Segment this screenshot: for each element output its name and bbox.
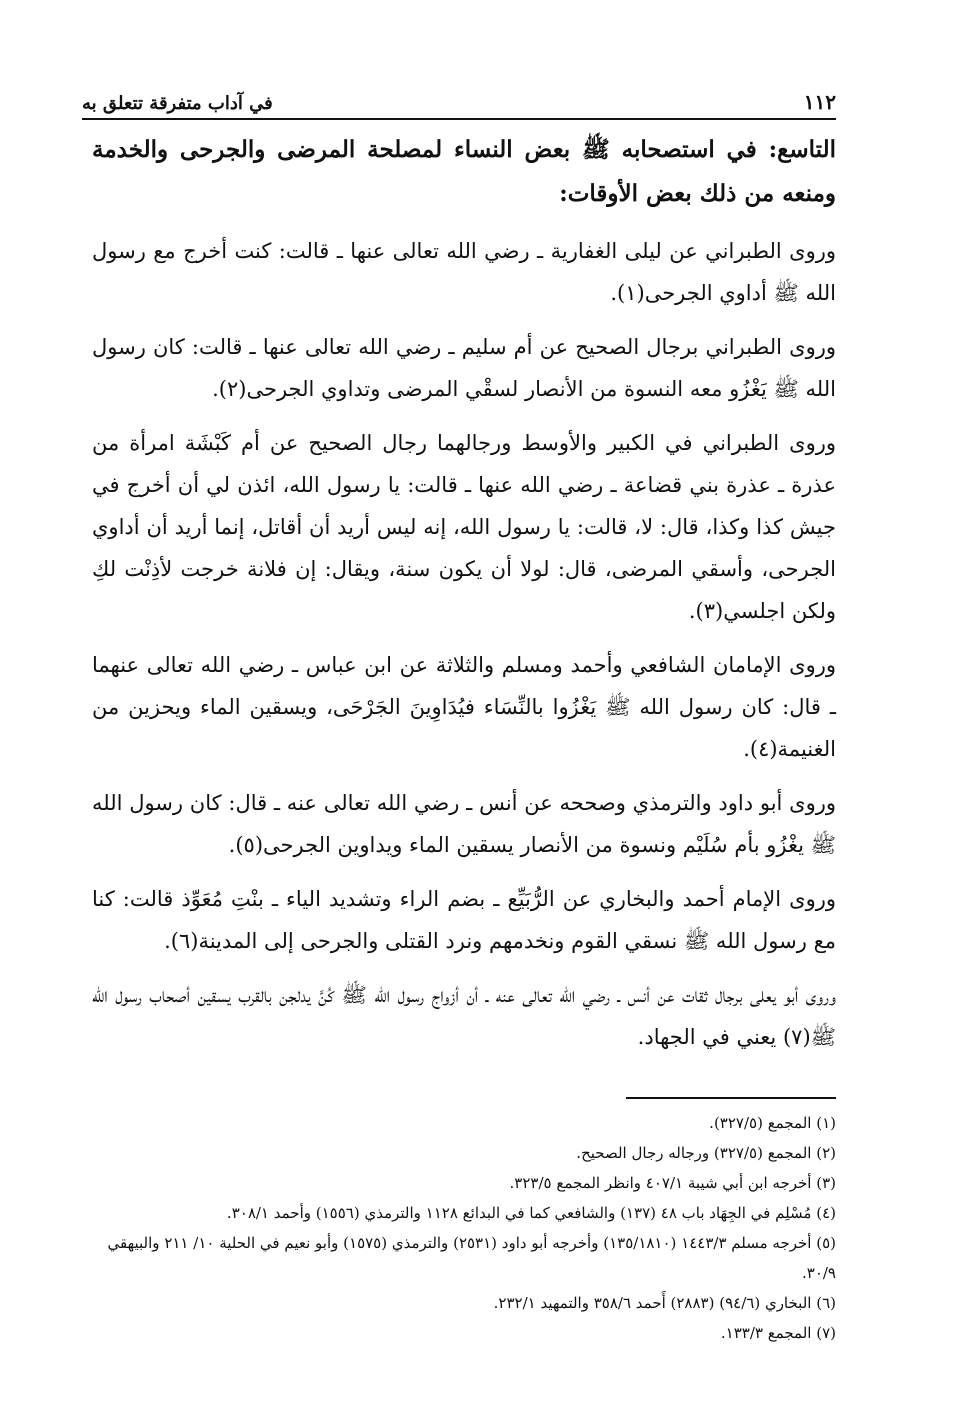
paragraph: وروى الطبراني عن ليلى الغفارية ـ رضي الله تعالى عنها ـ قالت: كنت أخرج مع رسول الله ﷺ أداوي الجرحى(١). bbox=[92, 239, 836, 305]
paragraph: وروى أبو يعلى برجال ثقات عن أنس ـ رضي الله تعالى عنه ـ أن أزواج رسول الله ﷺ كُنَّ يدلجن بالقرب يسقين أصحاب رسول الله ﷺ(٧) يعني في الجهاد. bbox=[92, 983, 836, 1049]
main-text bbox=[92, 128, 836, 1070]
footnotes bbox=[92, 1108, 836, 1348]
footnote-divider bbox=[626, 1097, 836, 1099]
paragraph: وروى الطبراني في الكبير والأوسط ورجالهما رجال الصحيح عن أم كَبْشَة امرأة من عذرة ـ عذرة بني قضاعة ـ رضي الله عنها ـ قالت: يا رسول الله، ائذن لي أن أخرج في جيش كذا وكذا، قال: لا، قالت: يا رسول الله، إنه ليس أريد أن أقاتل، إنما أريد أن أداوي الجرحى، وأسقي المرضى، قال: لولا أن يكون سنة، ويقال: إن فلانة خرجت لأذِنْت لكِ ولكن اجلسي(٣). bbox=[92, 431, 836, 623]
paragraph: وروى الإمام أحمد والبخاري عن الرُّبَيِّع ـ بضم الراء وتشديد الياء ـ بنْتِ مُعَوِّذ قالت: كنا مع رسول الله ﷺ نسقي القوم ونخدمهم ونرد القتلى والجرحى إلى المدينة(٦). bbox=[92, 887, 836, 953]
running-title: في آداب متفرقة تتعلق به bbox=[82, 93, 273, 114]
paragraph: وروى الإمامان الشافعي وأحمد ومسلم والثلاثة عن ابن عباس ـ رضي الله تعالى عنهما ـ قال: كان رسول الله ﷺ يَغْزُوا بالنِّسَاء فيُدَاوِينَ الجَرْحَى، ويسقين الماء ويحزين من الغنيمة(٤). bbox=[92, 653, 836, 761]
paragraph: وروى الطبراني برجال الصحيح عن أم سليم ـ رضي الله تعالى عنها ـ قالت: كان رسول الله ﷺ يَغْزُو معه النسوة من الأنصار لسقْي المرضى وتداوي الجرحى(٢). bbox=[92, 335, 836, 401]
page-number: ١١٢ bbox=[803, 90, 836, 114]
footnote: (٣) أخرجه ابن أبي شيبة ٤٠٧/١ وانظر المجمع ٣٢٣/٥. bbox=[509, 1174, 836, 1192]
paragraph: وروى أبو داود والترمذي وصححه عن أنس ـ رضي الله تعالى عنه ـ قال: كان رسول الله ﷺ يغْزُو بأم سُلَيْم ونسوة من الأنصار يسقين الماء ويداوين الجرحى(٥). bbox=[92, 791, 836, 857]
footnote: (٢) المجمع (٣٢٧/٥) ورجاله رجال الصحيح. bbox=[576, 1144, 836, 1162]
footnote: (٧) المجمع ١٣٣/٣. bbox=[720, 1324, 836, 1342]
footnote: (٥) أخرجه مسلم ١٤٤٣/٣ (١٣٥/١٨١٠) وأخرجه أبو داود (٢٥٣١) والترمذي (١٥٧٥) وأبو نعيم في الحلية ١٠/ ٢١١ والبيهقي ٣٠/٩. bbox=[107, 1234, 836, 1282]
footnote: (٦) البخاري (٩٤/٦) (٢٨٨٣) أَحمد ٣٥٨/٦ والتمهيد ٢٣٢/١. bbox=[493, 1294, 836, 1312]
footnote: (١) المجمع (٣٢٧/٥). bbox=[709, 1114, 836, 1132]
section-heading: التاسع: في استصحابه ﷺ بعض النساء لمصلحة المرضى والجرحى والخدمة ومنعه من ذلك بعض الأوقات: bbox=[92, 136, 836, 207]
running-header bbox=[82, 80, 836, 120]
footnote: (٤) مُسْلِم في الجِهَاد باب ٤٨ (١٣٧) والشافعي كما في البدائع ١١٢٨ والترمذي (١٥٥٦) وأحمد ٣٠٨/١. bbox=[226, 1204, 836, 1222]
